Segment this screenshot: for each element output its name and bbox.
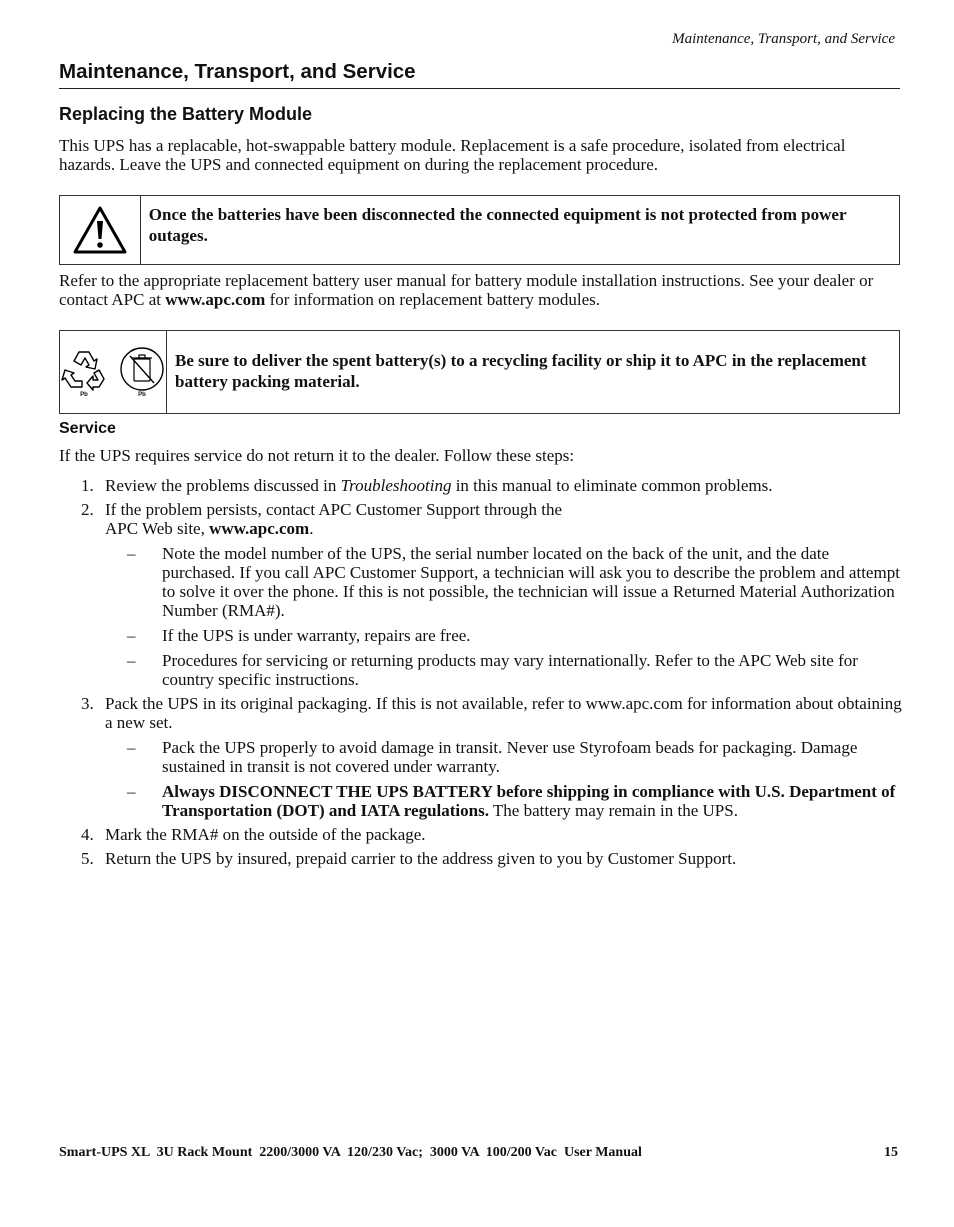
warning-text: Once the batteries have been disconnected the connected equipment is not protected from power outages. <box>148 205 847 245</box>
page-footer <box>59 1145 898 1161</box>
step-text: Pack the UPS in its original packaging. If this is not available, refer to www.apc.com for information about obtaining a new set. <box>105 694 902 732</box>
section-title: Maintenance, Transport, and Service <box>59 60 416 83</box>
step-item <box>59 500 904 689</box>
service-intro: If the UPS requires service do not return it to the dealer. Follow these steps: <box>59 446 575 465</box>
dash-bullet: – <box>127 626 136 645</box>
step-item <box>59 694 904 820</box>
manual-title: Smart-UPS XL 3U Rack Mount 2200/3000 VA 120/230 Vac; 3000 VA 100/200 Vac User Manual <box>59 1145 642 1160</box>
sub-item-text: If the UPS is under warranty, repairs are free. <box>162 626 471 645</box>
section-rule <box>59 88 900 89</box>
step-text-line2 <box>105 519 904 538</box>
subsection-title: Replacing the Battery Module <box>59 104 313 124</box>
warning-triangle-icon <box>72 205 128 255</box>
service-title: Service <box>59 420 116 437</box>
sub-item-text: Procedures for servicing or returning products may vary internationally. Refer to the APC Web site for country specific instructions. <box>162 651 858 689</box>
dash-bullet: – <box>127 738 136 757</box>
sub-item-text: The battery may remain in the UPS. <box>488 801 738 820</box>
pb-label-right: Pb <box>138 392 146 398</box>
step-item <box>59 849 904 868</box>
disconnect-warning: Always DISCONNECT THE UPS BATTERY before shipping in compliance with U.S. Department of Transportation (DOT) and IATA regulations. <box>162 782 896 820</box>
apc-link[interactable]: www.apc.com <box>165 290 266 309</box>
pb-label-left: Pb <box>80 392 88 398</box>
refer-text-start: Refer to the appropriate replacement battery user manual for battery module installation instructions. See your dealer or contact APC at <box>59 271 874 309</box>
sub-item <box>105 651 904 689</box>
step-text-line1: If the problem persists, contact APC Customer Support through the <box>105 500 563 519</box>
apc-web-link[interactable]: www.apc.com <box>209 519 310 538</box>
step-period: . <box>309 519 314 538</box>
step-item <box>59 825 904 844</box>
service-steps <box>59 476 904 873</box>
step-number: 1. <box>81 476 94 495</box>
running-head: Maintenance, Transport, and Service <box>672 31 895 47</box>
step-sublist <box>105 738 904 820</box>
crossed-bin-icon <box>118 346 166 392</box>
sub-item <box>105 738 904 776</box>
warning-box <box>59 195 900 265</box>
sub-item <box>105 782 904 820</box>
sub-item-text: Pack the UPS properly to avoid damage in transit. Never use Styrofoam beads for packaging. Damage sustained in transit is not covered under warranty. <box>162 738 858 776</box>
step-text: Return the UPS by insured, prepaid carrier to the address given to you by Customer Support. <box>105 849 737 868</box>
recycle-box <box>59 330 900 414</box>
dash-bullet: – <box>127 782 136 801</box>
dash-bullet: – <box>127 544 136 563</box>
sub-item <box>105 626 904 645</box>
recycle-icon <box>60 346 108 392</box>
sub-item-text: Note the model number of the UPS, the serial number located on the back of the unit, and the date purchased. If you call APC Customer Support, a technician will ask you to describe the problem and attempt to solve it over the phone. If this is not possible, the technician will issue a Returned Material Authorization Number (RMA#). <box>162 544 900 620</box>
recycle-icon-cell <box>60 331 167 413</box>
troubleshooting-reference: Troubleshooting <box>340 476 452 495</box>
dash-bullet: – <box>127 651 136 670</box>
step-sublist <box>105 544 904 689</box>
step-number: 5. <box>81 849 94 868</box>
step-number: 4. <box>81 825 94 844</box>
step-text: APC Web site, <box>105 519 210 538</box>
step-number: 3. <box>81 694 94 713</box>
step-item <box>59 476 904 495</box>
sub-item <box>105 544 904 620</box>
step-number: 2. <box>81 500 94 519</box>
intro-paragraph: This UPS has a replacable, hot-swappable battery module. Replacement is a safe procedure, isolated from electrical hazards. Leave the UPS and connected equipment on during the replacement procedure. <box>59 136 846 174</box>
recycle-text: Be sure to deliver the spent battery(s) to a recycling facility or ship it to APC in the replacement battery packing material. <box>175 351 867 391</box>
step-text: Mark the RMA# on the outside of the package. <box>105 825 426 844</box>
refer-text-end: for information on replacement battery modules. <box>265 290 601 309</box>
warning-icon-cell <box>60 196 141 264</box>
step-text-end: in this manual to eliminate common problems. <box>451 476 773 495</box>
step-text: Review the problems discussed in <box>105 476 341 495</box>
refer-paragraph <box>59 271 904 309</box>
page-number: 15 <box>884 1145 898 1160</box>
